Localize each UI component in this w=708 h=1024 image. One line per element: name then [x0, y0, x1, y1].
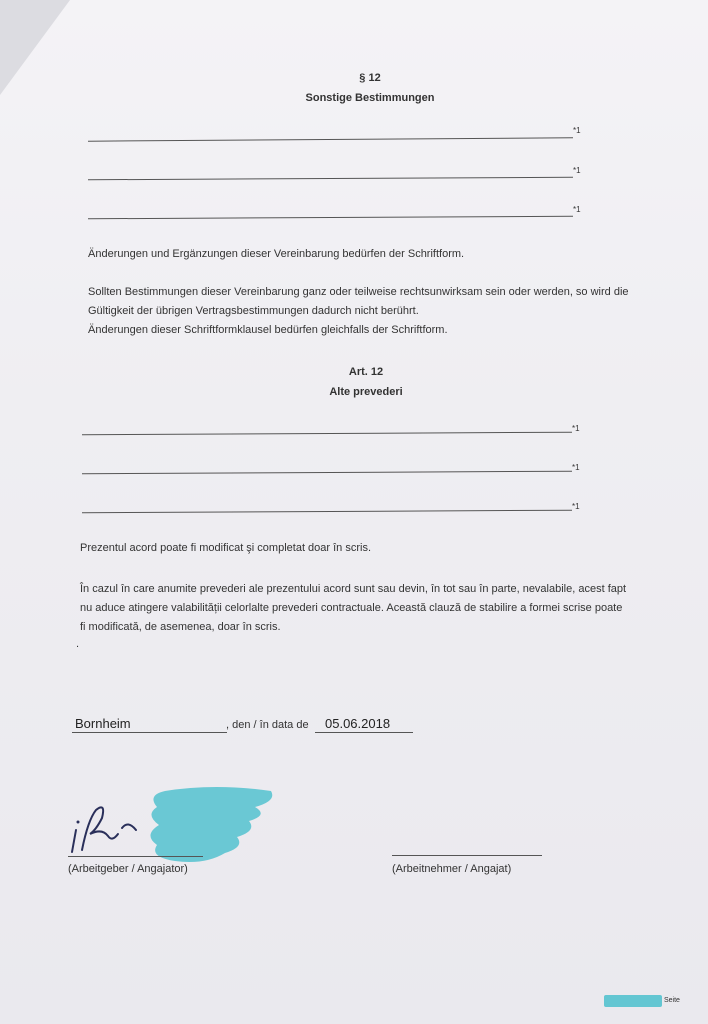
blank-line-1 [88, 137, 573, 141]
employee-label: (Arbeitnehmer / Angajat) [392, 863, 512, 875]
employer-handwriting: i. A. [66, 800, 68, 801]
blank-line-5 [82, 471, 572, 475]
employer-label: (Arbeitgeber / Angajator) [68, 863, 188, 875]
romanian-paragraph-2-line-2: nu aduce atingere valabilității celorlalte prevederi contractuale. Această clauză de stabilire a formei scrise poate [80, 602, 623, 614]
footnote-mark: *1 [573, 205, 581, 214]
stray-dot: . [76, 638, 80, 650]
blank-line-2 [88, 177, 573, 181]
romanian-section-title: Alte prevederi [329, 386, 403, 398]
german-section-number: § 12 [359, 72, 381, 84]
romanian-paragraph-2 [80, 580, 680, 637]
page-label: Seite [664, 997, 680, 1004]
german-paragraph-2-line-1: Sollten Bestimmungen dieser Vereinbarung ganz oder teilweise rechtsunwirksam sein oder werden, so wird die [88, 286, 629, 298]
employer-signature-line [68, 856, 203, 857]
place-value: Bornheim [75, 716, 131, 731]
footnote-mark: *1 [573, 166, 581, 175]
romanian-paragraph-2-line-1: În cazul în care anumite prevederi ale prezentului acord sunt sau devin, în tot sau în parte, nevalabile, acest fapt [80, 583, 627, 595]
german-paragraph-2 [88, 283, 668, 340]
romanian-paragraph-2-line-3: fi modificată, de asemenea, doar în scris. [80, 621, 281, 633]
place-line [72, 732, 227, 733]
romanian-paragraph-1: Prezentul acord poate fi modificat şi completat doar în scris. [80, 542, 372, 554]
employee-signature-line [392, 855, 542, 856]
blank-line-3 [88, 216, 573, 220]
german-paragraph-3: Änderungen dieser Schriftformklausel bedürfen gleichfalls der Schriftform. [88, 324, 448, 336]
date-line [315, 732, 413, 733]
redacted-footer-block [604, 995, 662, 1007]
date-value: 05.06.2018 [325, 716, 391, 731]
german-paragraph-1: Änderungen und Ergänzungen dieser Vereinbarung bedürfen der Schriftform. [88, 248, 465, 260]
footnote-mark: *1 [572, 463, 580, 472]
blank-line-4 [82, 432, 572, 436]
place-date-connector: , den / în data de [226, 719, 309, 731]
romanian-section-number: Art. 12 [348, 366, 384, 378]
footnote-mark: *1 [573, 126, 581, 135]
blank-line-6 [82, 510, 572, 514]
footnote-mark: *1 [572, 502, 580, 511]
german-section-title: Sonstige Bestimmungen [305, 92, 435, 104]
redacted-signature-blob [145, 785, 275, 865]
footnote-mark: *1 [572, 424, 580, 433]
german-paragraph-2-line-2: Gültigkeit der übrigen Vertragsbestimmungen dadurch nicht berührt. [88, 305, 419, 317]
